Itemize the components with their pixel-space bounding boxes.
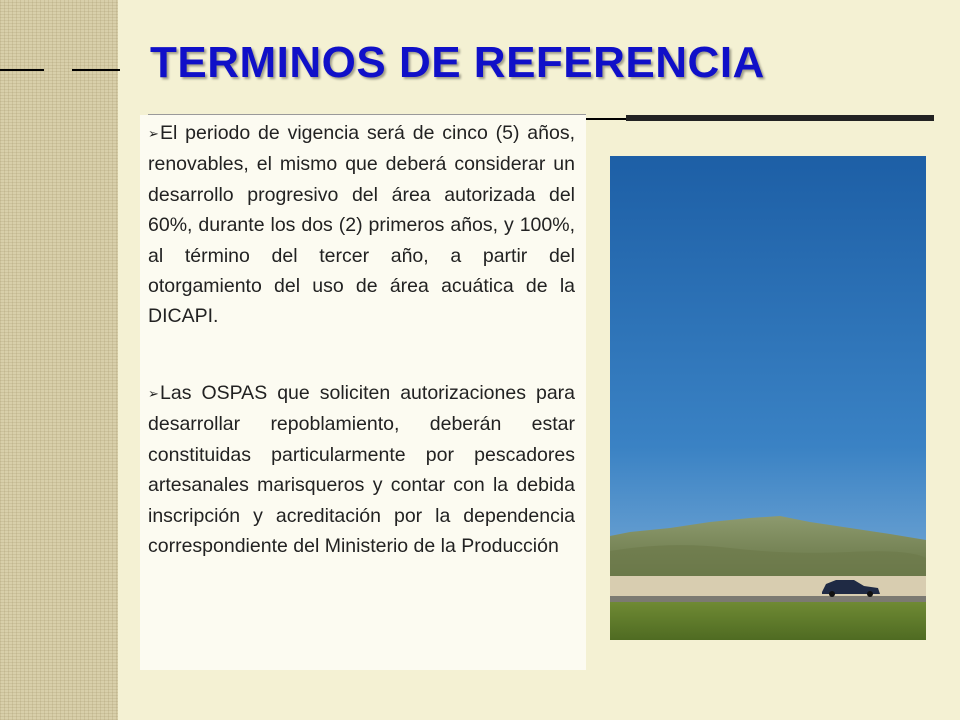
decorative-line-left-2 xyxy=(72,69,120,71)
title-underline-thick xyxy=(626,115,934,121)
textured-left-strip xyxy=(0,0,118,720)
arrow-bullet-icon: ➢ xyxy=(148,126,159,141)
decorative-line-left xyxy=(0,69,44,71)
arrow-bullet-icon: ➢ xyxy=(148,386,159,401)
slide-title: TERMINOS DE REFERENCIA xyxy=(150,38,765,87)
paragraph-ospas xyxy=(148,378,575,561)
dunes-photo xyxy=(610,156,926,640)
title-underline-thin xyxy=(586,118,626,120)
paragraph-text: Las OSPAS que soliciten autorizaciones para desarrollar repoblamiento, deberán estar constituidas particularmente por pescadores artesanales marisqueros y contar con la debida inscripción y acreditación por la dependencia correspondiente del Ministerio de la Producción xyxy=(148,382,575,558)
paragraph-vigencia xyxy=(148,118,575,332)
paragraph-text: El periodo de vigencia será de cinco (5) años, renovables, el mismo que deberá considerar un desarrollo progresivo del área autorizada del 60%, durante los dos (2) primeros años, y 100%, al término del tercer año, a partir del otorgamiento del uso de área acuática de la DICAPI. xyxy=(148,122,575,328)
